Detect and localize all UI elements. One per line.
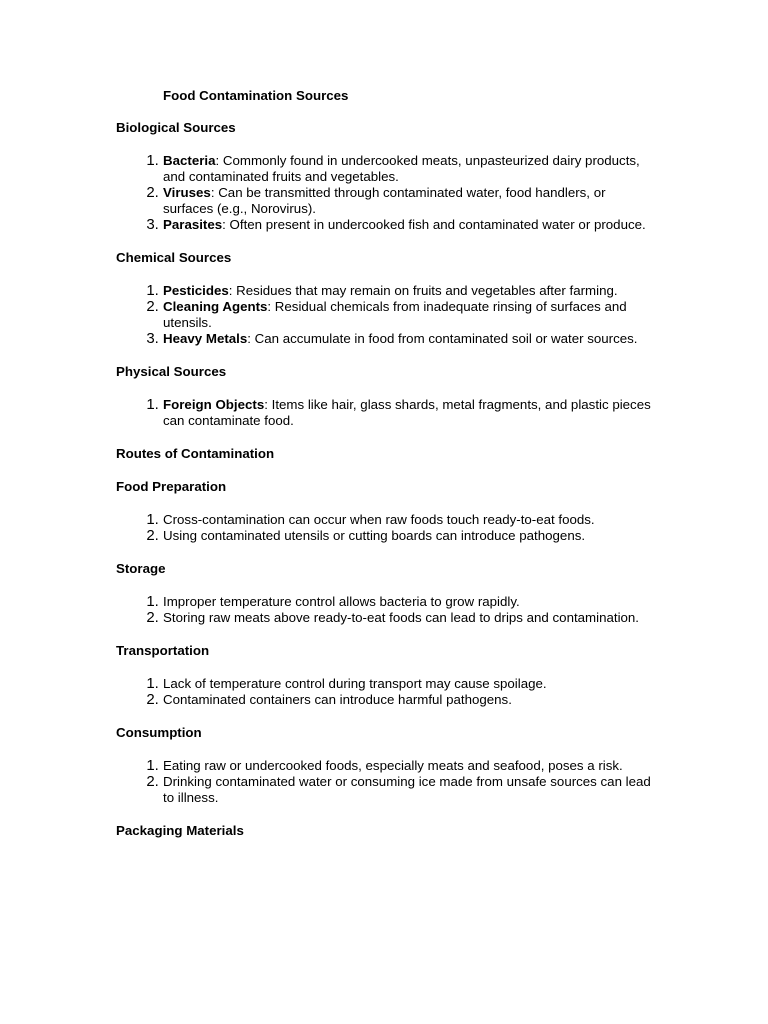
list-item <box>163 331 656 347</box>
list-item-text: : Residues that may remain on fruits and vegetables after farming. <box>228 283 618 298</box>
section-heading: Food Preparation <box>116 479 227 494</box>
list-item-text: : Can accumulate in food from contaminated soil or water sources. <box>247 331 638 346</box>
numbered-list <box>116 758 656 806</box>
section-heading: Chemical Sources <box>116 250 232 265</box>
list-item-term: Bacteria <box>163 153 216 168</box>
list-item-term: Cleaning Agents <box>163 299 268 314</box>
list-item <box>163 217 656 233</box>
list-item <box>163 185 656 217</box>
list-item <box>163 594 656 610</box>
list-item-term: Parasites <box>163 217 223 232</box>
list-item <box>163 299 656 331</box>
numbered-list <box>116 512 656 544</box>
list-item-text: Drinking contaminated water or consuming ice made from unsafe sources can lead to illness. <box>163 774 651 805</box>
list-item-term: Pesticides <box>163 283 229 298</box>
list-item <box>163 528 656 544</box>
list-item <box>163 153 656 185</box>
list-item <box>163 692 656 708</box>
list-item-term: Heavy Metals <box>163 331 248 346</box>
list-item-text: Eating raw or undercooked foods, especially meats and seafood, poses a risk. <box>163 758 623 773</box>
list-item-text: : Commonly found in undercooked meats, unpasteurized dairy products, and contaminated fruits and vegetables. <box>163 153 640 184</box>
list-item-term: Foreign Objects <box>163 397 265 412</box>
list-item-term: Viruses <box>163 185 211 200</box>
numbered-list <box>116 594 656 626</box>
list-item <box>163 676 656 692</box>
section-heading: Transportation <box>116 643 210 658</box>
list-item-text: : Residual chemicals from inadequate rinsing of surfaces and utensils. <box>163 299 627 330</box>
section-heading: Routes of Contamination <box>116 446 275 461</box>
document-title: Food Contamination Sources <box>163 88 349 103</box>
list-item-text: Cross-contamination can occur when raw foods touch ready-to-eat foods. <box>163 512 595 527</box>
list-item-text: : Items like hair, glass shards, metal fragments, and plastic pieces can contaminate food. <box>163 397 651 428</box>
section-heading: Physical Sources <box>116 364 227 379</box>
list-item <box>163 774 656 806</box>
list-item <box>163 512 656 528</box>
list-item <box>163 283 656 299</box>
section-heading: Storage <box>116 561 166 576</box>
list-item <box>163 758 656 774</box>
list-item-text: : Can be transmitted through contaminated water, food handlers, or surfaces (e.g., Norovirus). <box>163 185 606 216</box>
list-item-text: Contaminated containers can introduce harmful pathogens. <box>163 692 512 707</box>
list-item-text: Storing raw meats above ready-to-eat foods can lead to drips and contamination. <box>163 610 640 625</box>
section-heading: Biological Sources <box>116 120 236 135</box>
list-item <box>163 610 656 626</box>
list-item <box>163 397 656 429</box>
numbered-list <box>116 397 656 429</box>
numbered-list <box>116 676 656 708</box>
list-item-text: Using contaminated utensils or cutting boards can introduce pathogens. <box>163 528 586 543</box>
document-body <box>116 120 656 856</box>
list-item-text: Lack of temperature control during transport may cause spoilage. <box>163 676 547 691</box>
list-item-text: : Often present in undercooked fish and contaminated water or produce. <box>222 217 646 232</box>
section-heading: Packaging Materials <box>116 823 244 838</box>
numbered-list <box>116 283 656 347</box>
section-heading: Consumption <box>116 725 202 740</box>
list-item-text: Improper temperature control allows bacteria to grow rapidly. <box>163 594 520 609</box>
numbered-list <box>116 153 656 233</box>
